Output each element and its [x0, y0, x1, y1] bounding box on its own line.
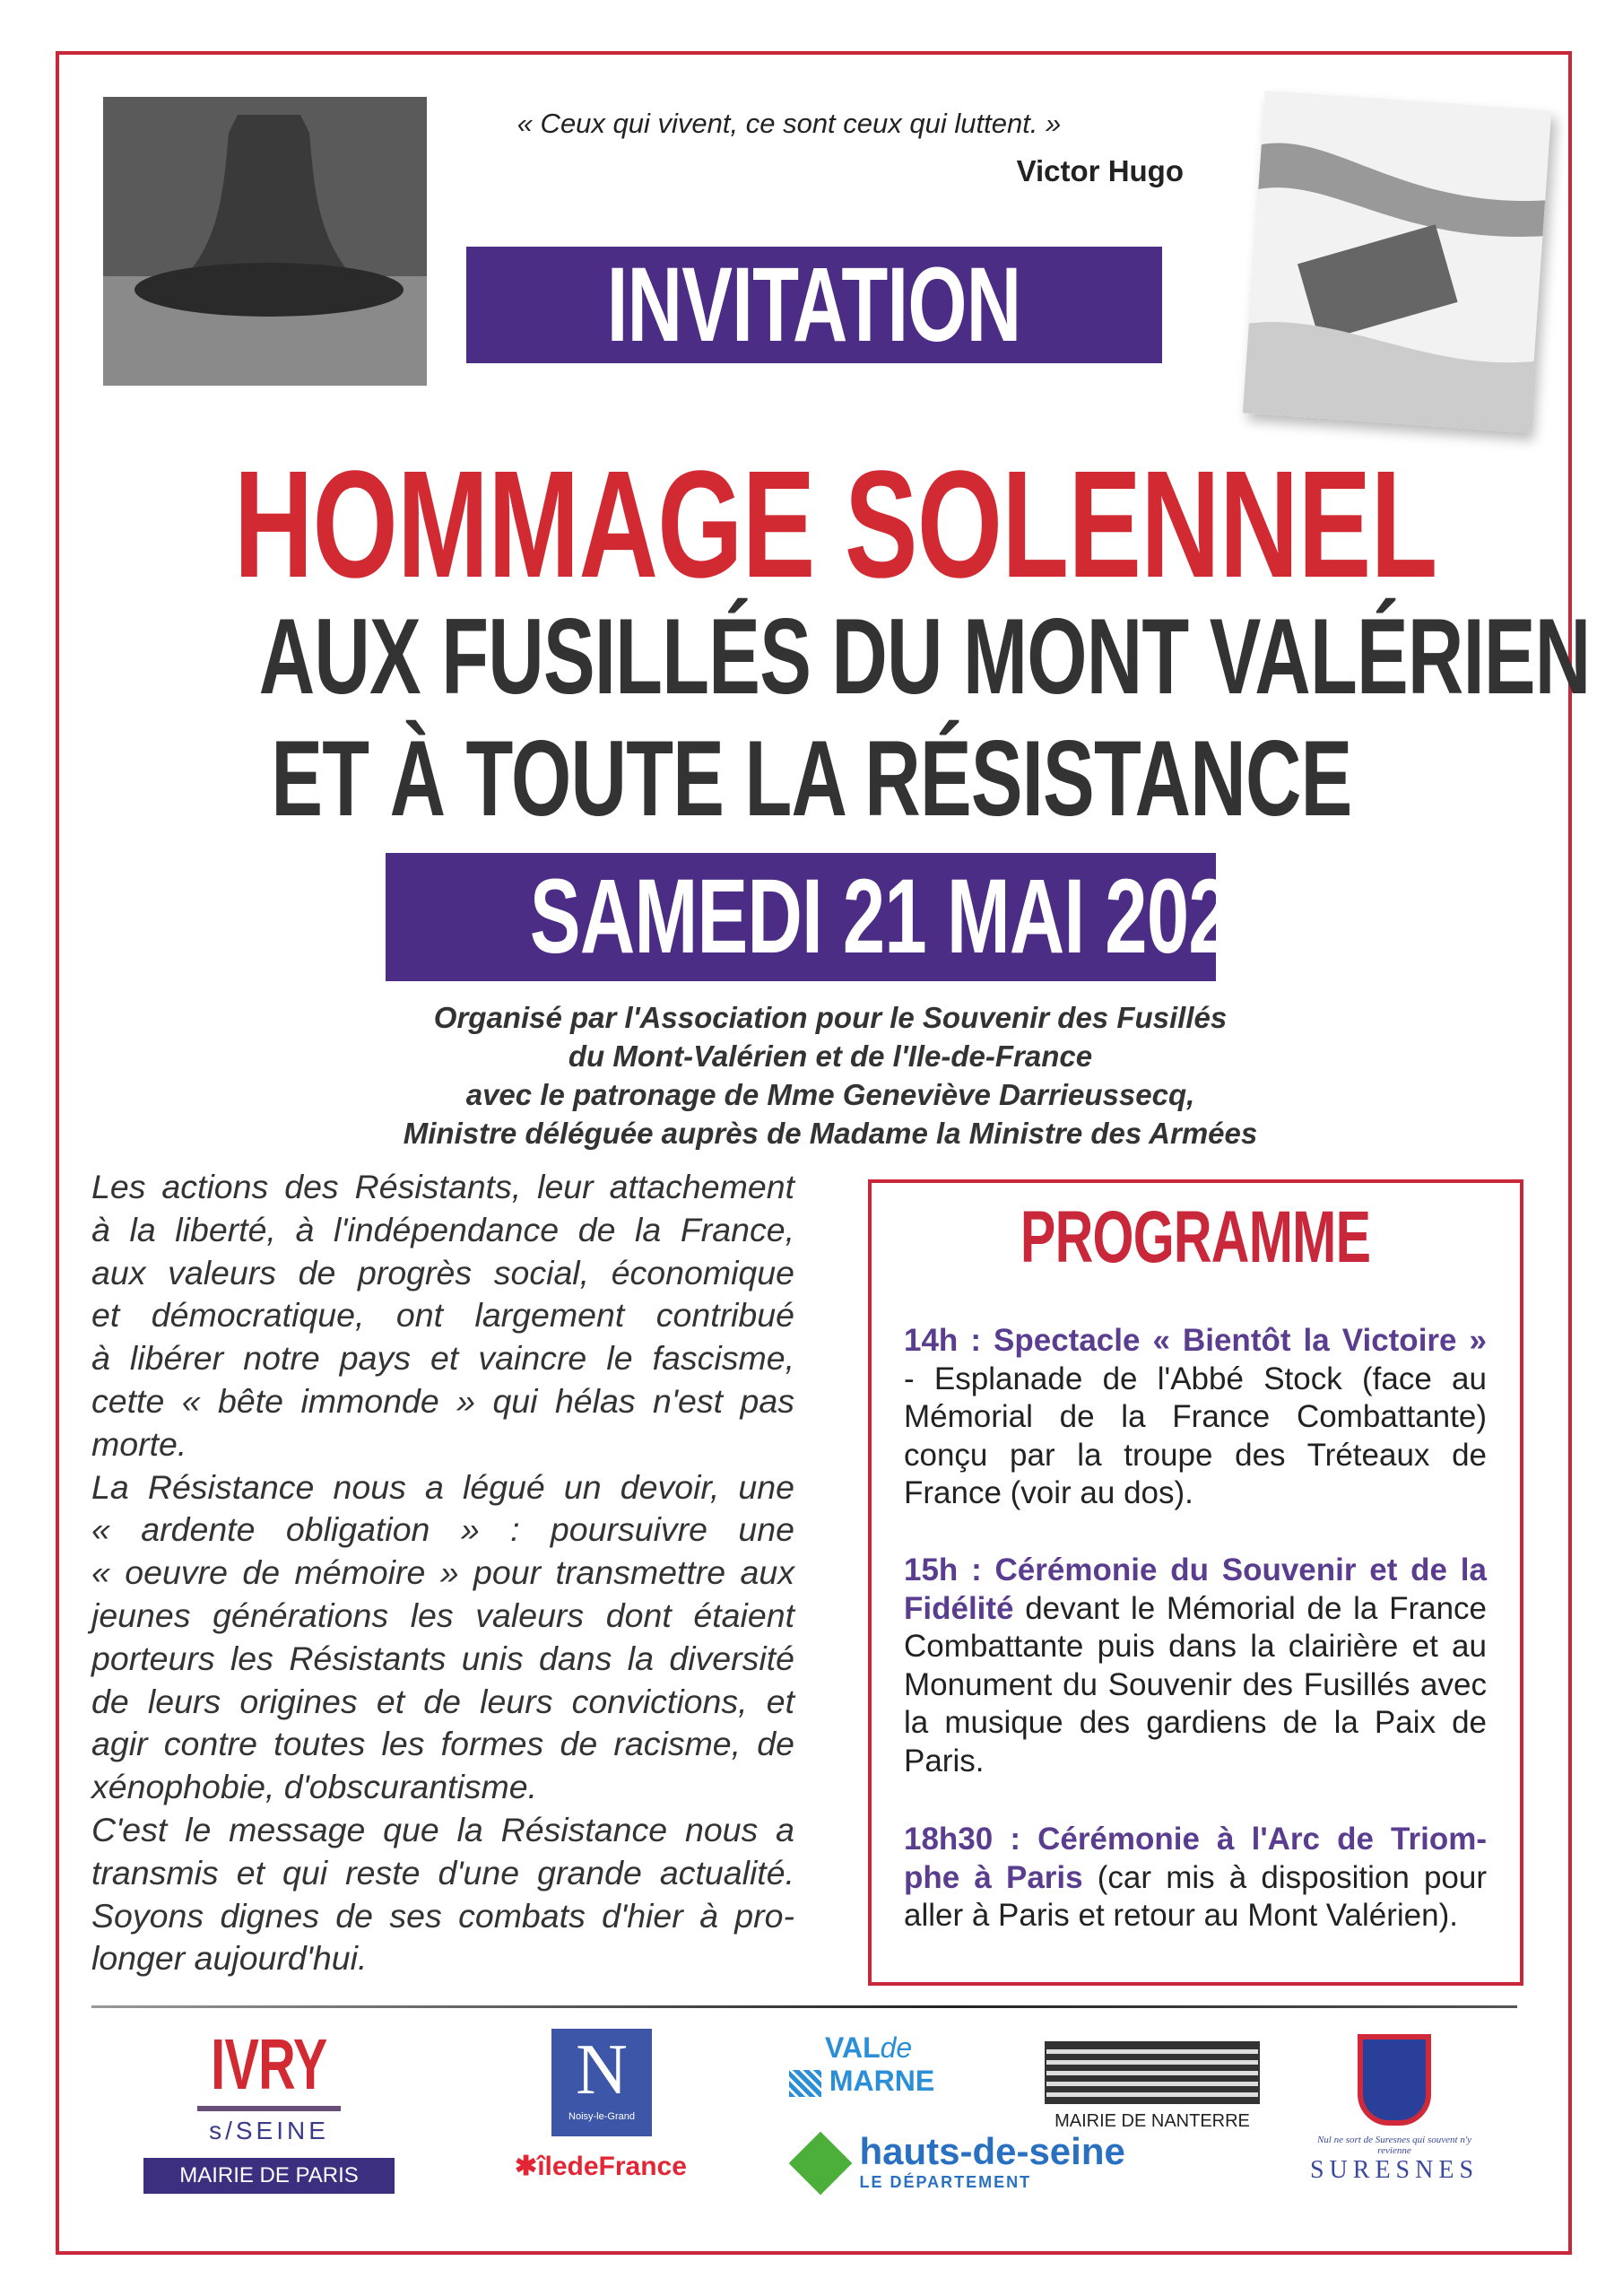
organiser-block: [179, 998, 1481, 1152]
programme-line: [904, 1859, 1487, 1898]
programme-line: [904, 1361, 1487, 1399]
programme-line: [904, 1628, 1487, 1666]
programme-line: [904, 1590, 1487, 1629]
programme-text: devant le Mémorial de la France: [1013, 1590, 1487, 1626]
subtitle-line-2-text: ET À TOUTE LA RÉSISTANCE: [271, 718, 1352, 839]
suresnes-text: SURESNES: [1309, 2156, 1480, 2184]
subtitle-line-2: [0, 718, 1623, 839]
programme-line: [904, 1704, 1487, 1743]
quote: « Ceux qui vivent, ce sont ceux qui luttent. »: [516, 108, 1062, 139]
programme-text: Mémorial de la France Combattante): [904, 1399, 1487, 1434]
paragraph-line: à libérer notre pays et vaincre le fascisme,: [91, 1339, 794, 1378]
de-text: de: [880, 2031, 913, 2064]
programme-highlight: Fidélité: [904, 1590, 1014, 1626]
programme-item: [904, 1552, 1487, 1780]
organiser-line: Organisé par l'Association pour le Souvenir des Fusillés: [433, 1001, 1228, 1034]
idf-text: îledeFrance: [537, 2152, 687, 2181]
paragraph-line: cette « bête immonde » qui hélas n'est pas: [91, 1381, 794, 1420]
programme-text: (car mis à disposition pour: [1082, 1859, 1487, 1895]
ivry-subtitle: s/SEINE: [209, 2117, 329, 2144]
marne-text: MARNE: [829, 2065, 935, 2097]
subtitle-line-1-text: AUX FUSILLÉS DU MONT VALÉRIEN: [258, 596, 1591, 717]
programme-text: la musique des gardiens de la Paix de: [904, 1705, 1487, 1740]
invitation-banner: [466, 247, 1162, 363]
paragraph-line: jeunes générations les valeurs dont étaient: [91, 1596, 794, 1634]
programme-text: conçu par la troupe des Tréteaux de: [904, 1437, 1487, 1473]
organiser-line: du Mont-Valérien et de l'Ile-de-France: [568, 1039, 1093, 1073]
noisy-le-grand-logo: N Noisy-le-Grand: [551, 2029, 652, 2136]
programme-title-text: PROGRAMME: [1020, 1196, 1371, 1278]
suresnes-motto: Nul ne sort de Suresnes qui souvent n'y revienne: [1316, 2135, 1472, 2156]
quote-author: Victor Hugo: [1016, 154, 1184, 187]
paragraph-line: et démocratique, ont largement contribué: [91, 1296, 794, 1335]
programme-line: [904, 1552, 1487, 1590]
programme-text: - Esplanade de l'Abbé Stock (face au: [904, 1361, 1487, 1396]
programme-line: [904, 1437, 1487, 1475]
suresnes-logo: [1273, 2034, 1515, 2185]
body-paragraph: [91, 1166, 794, 1980]
ile-de-france-logo: ✱îledeFrance: [515, 2152, 687, 2181]
ivry-text: IVRY: [211, 2024, 327, 2104]
val-text: VAL: [825, 2031, 881, 2064]
paragraph-line: « oeuvre de mémoire » pour transmettre aux: [91, 1553, 794, 1592]
nanterre-logo: [1045, 2041, 1260, 2132]
programme-text: France (voir au dos).: [904, 1475, 1193, 1510]
paragraph-line: Soyons dignes de ses combats d'hier à pro-: [91, 1896, 794, 1935]
paragraph-line: La Résistance nous a légué un devoir, une: [91, 1467, 794, 1506]
programme-highlight: 15h : Cérémonie du Souvenir et de la: [904, 1552, 1487, 1587]
programme-line: [904, 1474, 1487, 1513]
paragraph-line: Les actions des Résistants, leur attachement: [91, 1168, 794, 1205]
paragraph-line: aux valeurs de progrès social, économique: [91, 1253, 794, 1292]
paragraph-line: de leurs origines et de leurs convictions, et: [91, 1682, 794, 1720]
hauts-de-seine-logo: [787, 2130, 1137, 2192]
subtitle-line-1: [0, 596, 1623, 717]
programme-highlight: phe à Paris: [904, 1859, 1083, 1895]
paragraph-line: C'est le message que la Résistance nous a: [91, 1810, 794, 1848]
programme-text: aller à Paris et retour au Mont Valérien).: [904, 1898, 1458, 1933]
programme-highlight: 14h : Spectacle « Bientôt la Victoire »: [904, 1323, 1487, 1358]
paragraph-line: xénophobie, d'obscurantisme.: [91, 1768, 538, 1806]
programme-item: [904, 1322, 1487, 1513]
programme-line: [904, 1666, 1487, 1705]
invitation-label: INVITATION: [607, 246, 1021, 364]
organiser-line: Ministre déléguée auprès de Madame la Ministre des Armées: [403, 1117, 1258, 1150]
bell-monument-photo: [103, 97, 427, 386]
paragraph-line: morte.: [91, 1424, 187, 1463]
suresnes-crest-icon: [1358, 2034, 1431, 2126]
paragraph-line: agir contre toutes les formes de racisme, de: [91, 1725, 794, 1763]
paragraph-line: porteurs les Résistants unis dans la diversité: [91, 1639, 794, 1677]
mairie-de-paris-logo: MAIRIE DE PARIS: [143, 2158, 395, 2194]
paragraph-line: transmis et qui reste d'une grande actualité.: [91, 1853, 794, 1892]
hds-text: hauts-de-seine: [859, 2130, 1125, 2172]
programme-line: [904, 1322, 1487, 1361]
programme-item: [904, 1821, 1487, 1935]
val-de-marne-logo: [789, 2031, 968, 2098]
noisy-text: Noisy-le-Grand: [568, 2111, 635, 2122]
divider: [91, 2005, 1517, 2008]
programme-line: [904, 1743, 1487, 1781]
programme-text: Monument du Souvenir des Fusillés avec: [904, 1666, 1487, 1702]
programme-line: [904, 1821, 1487, 1859]
programme-title: [868, 1197, 1523, 1278]
paragraph-line: « ardente obligation » : poursuivre une: [91, 1510, 794, 1549]
programme-text: Paris.: [904, 1743, 985, 1779]
hds-subtitle: LE DÉPARTEMENT: [859, 2173, 1032, 2191]
memorial-sketch-image: [1243, 91, 1551, 432]
ivry-logo: [143, 2024, 395, 2194]
paragraph-line: longer aujourd'hui.: [91, 1939, 368, 1978]
paragraph-line: à la liberté, à l'indépendance de la France,: [91, 1210, 794, 1248]
programme-line: [904, 1398, 1487, 1437]
main-title: [0, 439, 1623, 610]
programme-highlight: 18h30 : Cérémonie à l'Arc de Triom-: [904, 1822, 1487, 1857]
main-title-text: HOMMAGE SOLENNEL: [233, 439, 1437, 610]
date-text: SAMEDI 21 MAI 2022: [529, 857, 1272, 976]
programme-text: Combattante puis dans la clairière et au: [904, 1629, 1487, 1664]
organiser-line: avec le patronage de Mme Geneviève Darrieussecq,: [465, 1078, 1195, 1111]
programme-line: [904, 1897, 1487, 1935]
nanterre-text: MAIRIE DE NANTERRE: [1055, 2111, 1250, 2131]
date-banner: [386, 853, 1272, 981]
